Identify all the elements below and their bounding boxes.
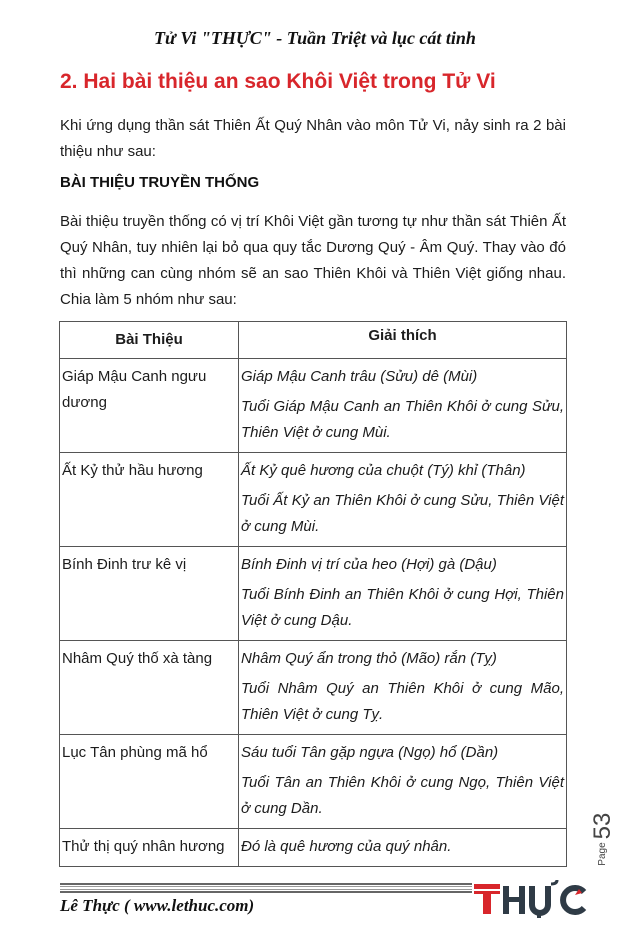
subheading: BÀI THIỆU TRUYỀN THỐNG [60,174,260,191]
body-paragraph: Bài thiệu truyền thống có vị trí Khôi Việt gần tương tự như thần sát Thiên Ất Quý Nhân, tuy nhiên lại bỏ qua quy tắc Dương Quý - Âm Quý. Thay vào đó thì những can cùng nhóm sẽ an sao Thiên Khôi và Thiên Việt giống nhau. Chia làm 5 nhóm như sau: [60,213,566,308]
table-row [60,641,567,735]
verse-cell: Ất Kỷ thử hầu hương [60,453,239,547]
meaning-text: Ất Kỷ quê hương của chuột (Tý) khỉ (Thân) [241,462,526,479]
section-heading: 2. Hai bài thiệu an sao Khôi Việt trong Tử Vi [60,70,496,93]
intro-paragraph: Khi ứng dụng thần sát Thiên Ất Quý Nhân vào môn Tử Vi, nảy sinh ra 2 bài thiệu như sau: [60,117,566,160]
meaning-text: Nhâm Quý ẩn trong thỏ (Mão) rắn (Tỵ) [241,650,497,667]
explanation-cell [239,641,567,735]
logo-letter-u [529,886,551,916]
logo-letter-u-horn [551,880,557,884]
logo-letter-t-stem [483,894,491,914]
thuc-logo [472,878,592,918]
logo-letter-t-bar [474,884,500,889]
table-row [60,453,567,547]
verse-cell: Thử thị quý nhân hương [60,829,239,867]
meaning-text: Sáu tuổi Tân gặp ngựa (Ngọ) hổ (Dần) [241,744,499,761]
verse-cell: Lục Tân phùng mã hổ [60,735,239,829]
logo-dot [537,915,541,918]
table-row [60,359,567,453]
explanation-text: Tuổi Bính Đinh an Thiên Khôi ở cung Hợi, Thiên Việt ở cung Dậu. [241,586,564,629]
explanation-cell [239,359,567,453]
verse-cell: Giáp Mậu Canh ngưu dương [60,359,239,453]
logo-letter-t-bar2 [474,891,500,894]
table-header-row [60,322,567,359]
page-number [591,808,615,870]
table-row [60,547,567,641]
meaning-text: Đó là quê hương của quý nhân. [241,838,452,855]
explanation-cell [239,829,567,867]
verse-cell: Bính Đinh trư kê vị [60,547,239,641]
running-header: Tử Vi "THỰC" - Tuần Triệt và lục cát tinh [154,28,476,48]
explanation-text: Tuổi Nhâm Quý an Thiên Khôi ở cung Mão, Thiên Việt ở cung Tỵ. [241,680,564,723]
explanation-text: Tuổi Tân an Thiên Khôi ở cung Ngọ, Thiên Việt ở cung Dần. [241,774,564,817]
verse-table [59,321,567,867]
table-row [60,829,567,867]
explanation-text: Tuổi Ất Kỷ an Thiên Khôi ở cung Sửu, Thiên Việt ở cung Mùi. [241,492,564,535]
explanation-cell [239,453,567,547]
explanation-cell [239,547,567,641]
explanation-text: Tuổi Giáp Mậu Canh an Thiên Khôi ở cung Sửu, Thiên Việt ở cung Mùi. [241,398,564,441]
footer-author: Lê Thực ( www.lethuc.com) [60,896,255,915]
header-verse: Bài Thiệu [60,322,239,359]
explanation-cell [239,735,567,829]
footer-rule [60,883,472,893]
meaning-text: Bính Đinh vị trí của heo (Hợi) gà (Dậu) [241,556,497,573]
page-number-value: 53 [589,812,616,840]
header-explanation: Giải thích [239,322,567,359]
page-label: Page [597,842,608,866]
table-row [60,735,567,829]
logo-letter-h-bar [503,897,525,902]
meaning-text: Giáp Mậu Canh trâu (Sửu) dê (Mùi) [241,368,478,385]
verse-cell: Nhâm Quý thố xà tàng [60,641,239,735]
